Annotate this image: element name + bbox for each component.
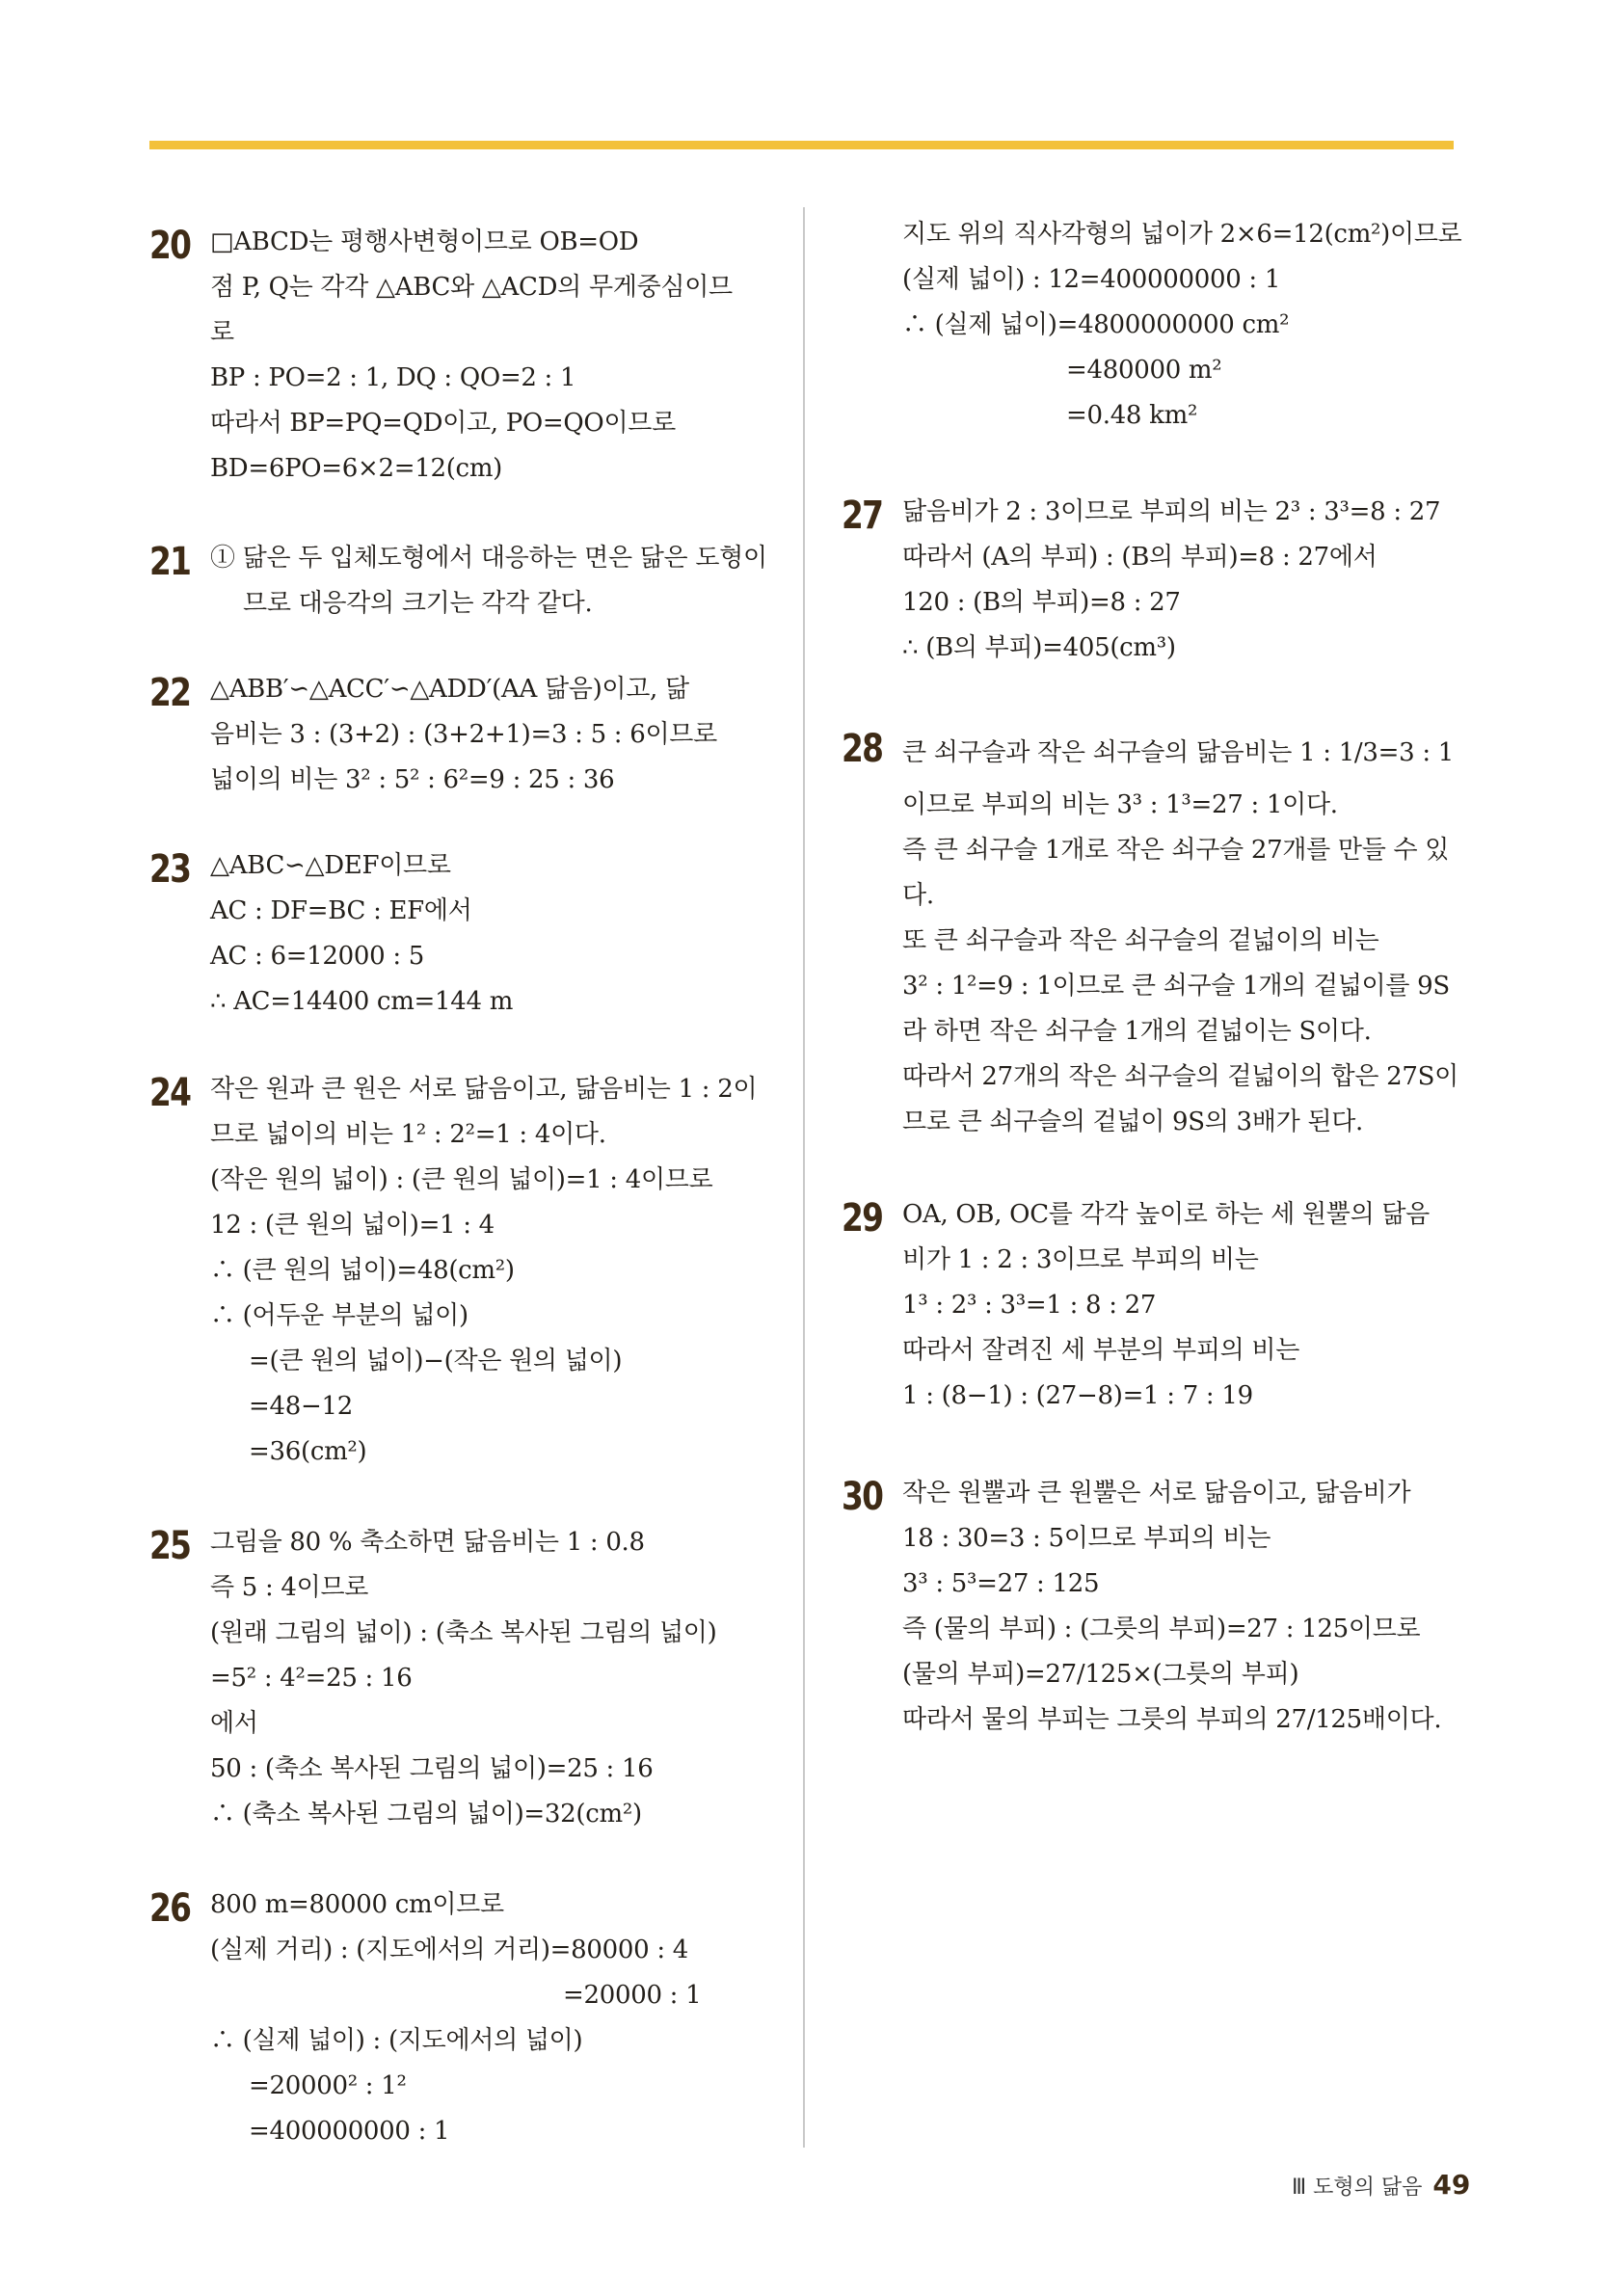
solution-line: 즉 (물의 부피) : (그릇의 부피)=27 : 125이므로 <box>902 1615 1421 1643</box>
solution-text <box>210 1520 769 1837</box>
solution-line: 므로 큰 쇠구슬의 겉넓이 9S의 3배가 된다. <box>902 1108 1363 1136</box>
solution-line: 따라서 BP=PQ=QD이고, PO=QO이므로 <box>210 409 676 438</box>
solution-text <box>210 843 769 1025</box>
solution-line: ∴ (큰 원의 넓이)=48(cm²) <box>210 1256 515 1285</box>
solution-line: 3³ : 5³=27 : 125 <box>902 1569 1100 1598</box>
solution-line: 다. <box>902 881 934 910</box>
problem-number: 21 <box>149 540 191 584</box>
solution-line: 따라서 27개의 작은 쇠구슬의 겉넓이의 합은 27S이 <box>902 1062 1458 1091</box>
problem-number: 20 <box>149 224 191 268</box>
column-divider <box>803 207 805 2148</box>
solution-line: AC : 6=12000 : 5 <box>210 942 425 971</box>
solution-line: 18 : 30=3 : 5이므로 부피의 비는 <box>902 1524 1271 1553</box>
solution-text <box>210 220 769 492</box>
chapter-title: Ⅲ 도형의 닮음 <box>1292 2176 1423 2200</box>
solution-line: 넓이의 비는 3² : 5² : 6²=9 : 25 : 36 <box>210 765 615 794</box>
solution-line: 800 m=80000 cm이므로 <box>210 1890 504 1919</box>
problem-number: 22 <box>149 671 191 715</box>
solution-line: OA, OB, OC를 각각 높이로 하는 세 원뿔의 닮음 <box>902 1200 1430 1229</box>
problem-number: 23 <box>149 847 191 892</box>
problem-number: 29 <box>842 1196 883 1241</box>
solution-line: 따라서 (A의 부피) : (B의 부피)=8 : 27에서 <box>902 543 1378 572</box>
solution-line: 음비는 3 : (3+2) : (3+2+1)=3 : 5 : 6이므로 <box>210 720 717 749</box>
solution-line: ∴ (어두운 부분의 넓이) <box>210 1301 468 1330</box>
solution-line: =(큰 원의 넓이)−(작은 원의 넓이) <box>249 1347 623 1375</box>
solution-line: △ABC∽△DEF이므로 <box>210 851 451 880</box>
solution-line: ① 닮은 두 입체도형에서 대응하는 면은 닮은 도형이 <box>210 544 767 573</box>
solution-line: ∴ (실제 넓이) : (지도에서의 넓이) <box>210 2026 583 2055</box>
solution-line: 작은 원뿔과 큰 원뿔은 서로 닮음이고, 닮음비가 <box>902 1479 1411 1508</box>
solution-line: =400000000 : 1 <box>249 2117 450 2146</box>
solution-line: 12 : (큰 원의 넓이)=1 : 4 <box>210 1211 495 1240</box>
solution-line: 작은 원과 큰 원은 서로 닮음이고, 닮음비는 1 : 2이 <box>210 1075 758 1104</box>
solution-line: 즉 큰 쇠구슬 1개로 작은 쇠구슬 27개를 만들 수 있 <box>902 836 1450 865</box>
solution-line: 따라서 물의 부피는 그릇의 부피의 27/125배이다. <box>902 1705 1442 1734</box>
solution-line: 1 : (8−1) : (27−8)=1 : 7 : 19 <box>902 1381 1253 1410</box>
solution-line: 므로 대응각의 크기는 각각 같다. <box>243 589 593 618</box>
solution-line: 50 : (축소 복사된 그림의 넓이)=25 : 16 <box>210 1754 654 1783</box>
solution-text <box>210 536 769 627</box>
solution-line: (실제 넓이) : 12=400000000 : 1 <box>902 265 1281 294</box>
solution-line: =48−12 <box>249 1392 353 1421</box>
solution-line: =0.48 km² <box>1066 401 1198 430</box>
solution-line: =480000 m² <box>1066 356 1222 385</box>
solution-line: 즉 5 : 4이므로 <box>210 1573 369 1602</box>
solution-text <box>210 667 769 803</box>
problem-number: 28 <box>842 727 883 771</box>
solution-line: =36(cm²) <box>249 1437 367 1466</box>
solution-line: 라 하면 작은 쇠구슬 1개의 겉넓이는 S이다. <box>902 1017 1372 1046</box>
solution-line: □ABCD는 평행사변형이므로 OB=OD <box>210 227 639 256</box>
solution-line: 닮음비가 2 : 3이므로 부피의 비는 2³ : 3³=8 : 27 <box>902 497 1441 526</box>
solution-line: 이므로 부피의 비는 3³ : 1³=27 : 1이다. <box>902 790 1338 819</box>
problem-number: 24 <box>149 1071 191 1115</box>
solution-line: △ABB′∽△ACC′∽△ADD′(AA 닮음)이고, 닮 <box>210 675 689 704</box>
solution-line: BD=6PO=6×2=12(cm) <box>210 454 503 483</box>
problem-number: 27 <box>842 494 883 538</box>
solution-line: (원래 그림의 넓이) : (축소 복사된 그림의 넓이) <box>210 1618 717 1647</box>
solution-line: 그림을 80 % 축소하면 닮음비는 1 : 0.8 <box>210 1528 645 1557</box>
header-accent-bar <box>149 141 1454 149</box>
solution-line: 120 : (B의 부피)=8 : 27 <box>902 588 1181 617</box>
solution-text <box>210 1067 769 1475</box>
solution-line: ∴ AC=14400 cm=144 m <box>210 987 514 1016</box>
solution-line: BP : PO=2 : 1, DQ : QO=2 : 1 <box>210 363 576 392</box>
solution-line: 따라서 잘려진 세 부분의 부피의 비는 <box>902 1336 1300 1365</box>
solution-line: 또 큰 쇠구슬과 작은 쇠구슬의 겉넓이의 비는 <box>902 926 1379 955</box>
solution-line: =20000² : 1² <box>249 2071 407 2100</box>
solution-line: =5² : 4²=25 : 16 <box>210 1664 413 1693</box>
solution-text <box>902 1192 1461 1419</box>
solution-text <box>902 490 1461 671</box>
solution-text <box>210 1882 769 2154</box>
solution-line: 3² : 1²=9 : 1이므로 큰 쇠구슬 1개의 겉넓이를 9S <box>902 972 1450 1001</box>
solution-line: ∴ (B의 부피)=405(cm³) <box>902 633 1176 662</box>
solution-text <box>902 1471 1461 1743</box>
solution-line: =20000 : 1 <box>563 1981 702 2010</box>
solution-line: (작은 원의 넓이) : (큰 원의 넓이)=1 : 4이므로 <box>210 1165 713 1194</box>
solution-line: 비가 1 : 2 : 3이므로 부피의 비는 <box>902 1245 1259 1274</box>
solution-line: 로 <box>210 318 234 347</box>
solution-line: 큰 쇠구슬과 작은 쇠구슬의 닮음비는 1 : 1/3=3 : 1 <box>902 738 1454 767</box>
solution-line: (물의 부피)=27/125×(그릇의 부피) <box>902 1660 1299 1689</box>
problem-number: 25 <box>149 1524 191 1568</box>
solution-line: (실제 거리) : (지도에서의 거리)=80000 : 4 <box>210 1936 688 1964</box>
solution-line: ∴ (실제 넓이)=4800000000 cm² <box>902 310 1290 339</box>
solution-line: 에서 <box>210 1709 258 1738</box>
solution-text <box>902 723 1461 1145</box>
solution-line: 점 P, Q는 각각 △ABC와 △ACD의 무게중심이므 <box>210 273 733 302</box>
solution-line: 지도 위의 직사각형의 넓이가 2×6=12(cm²)이므로 <box>902 220 1462 249</box>
problem-number: 26 <box>149 1886 191 1931</box>
page-number: 49 <box>1432 2169 1471 2201</box>
solution-line: ∴ (축소 복사된 그림의 넓이)=32(cm²) <box>210 1800 642 1829</box>
solution-line: 므로 넓이의 비는 1² : 2²=1 : 4이다. <box>210 1120 606 1149</box>
solution-line: 1³ : 2³ : 3³=1 : 8 : 27 <box>902 1291 1157 1320</box>
page-footer <box>1292 2169 1471 2201</box>
problem-number: 30 <box>842 1475 883 1519</box>
solution-line: AC : DF=BC : EF에서 <box>210 896 472 925</box>
solution-text <box>902 212 1461 439</box>
